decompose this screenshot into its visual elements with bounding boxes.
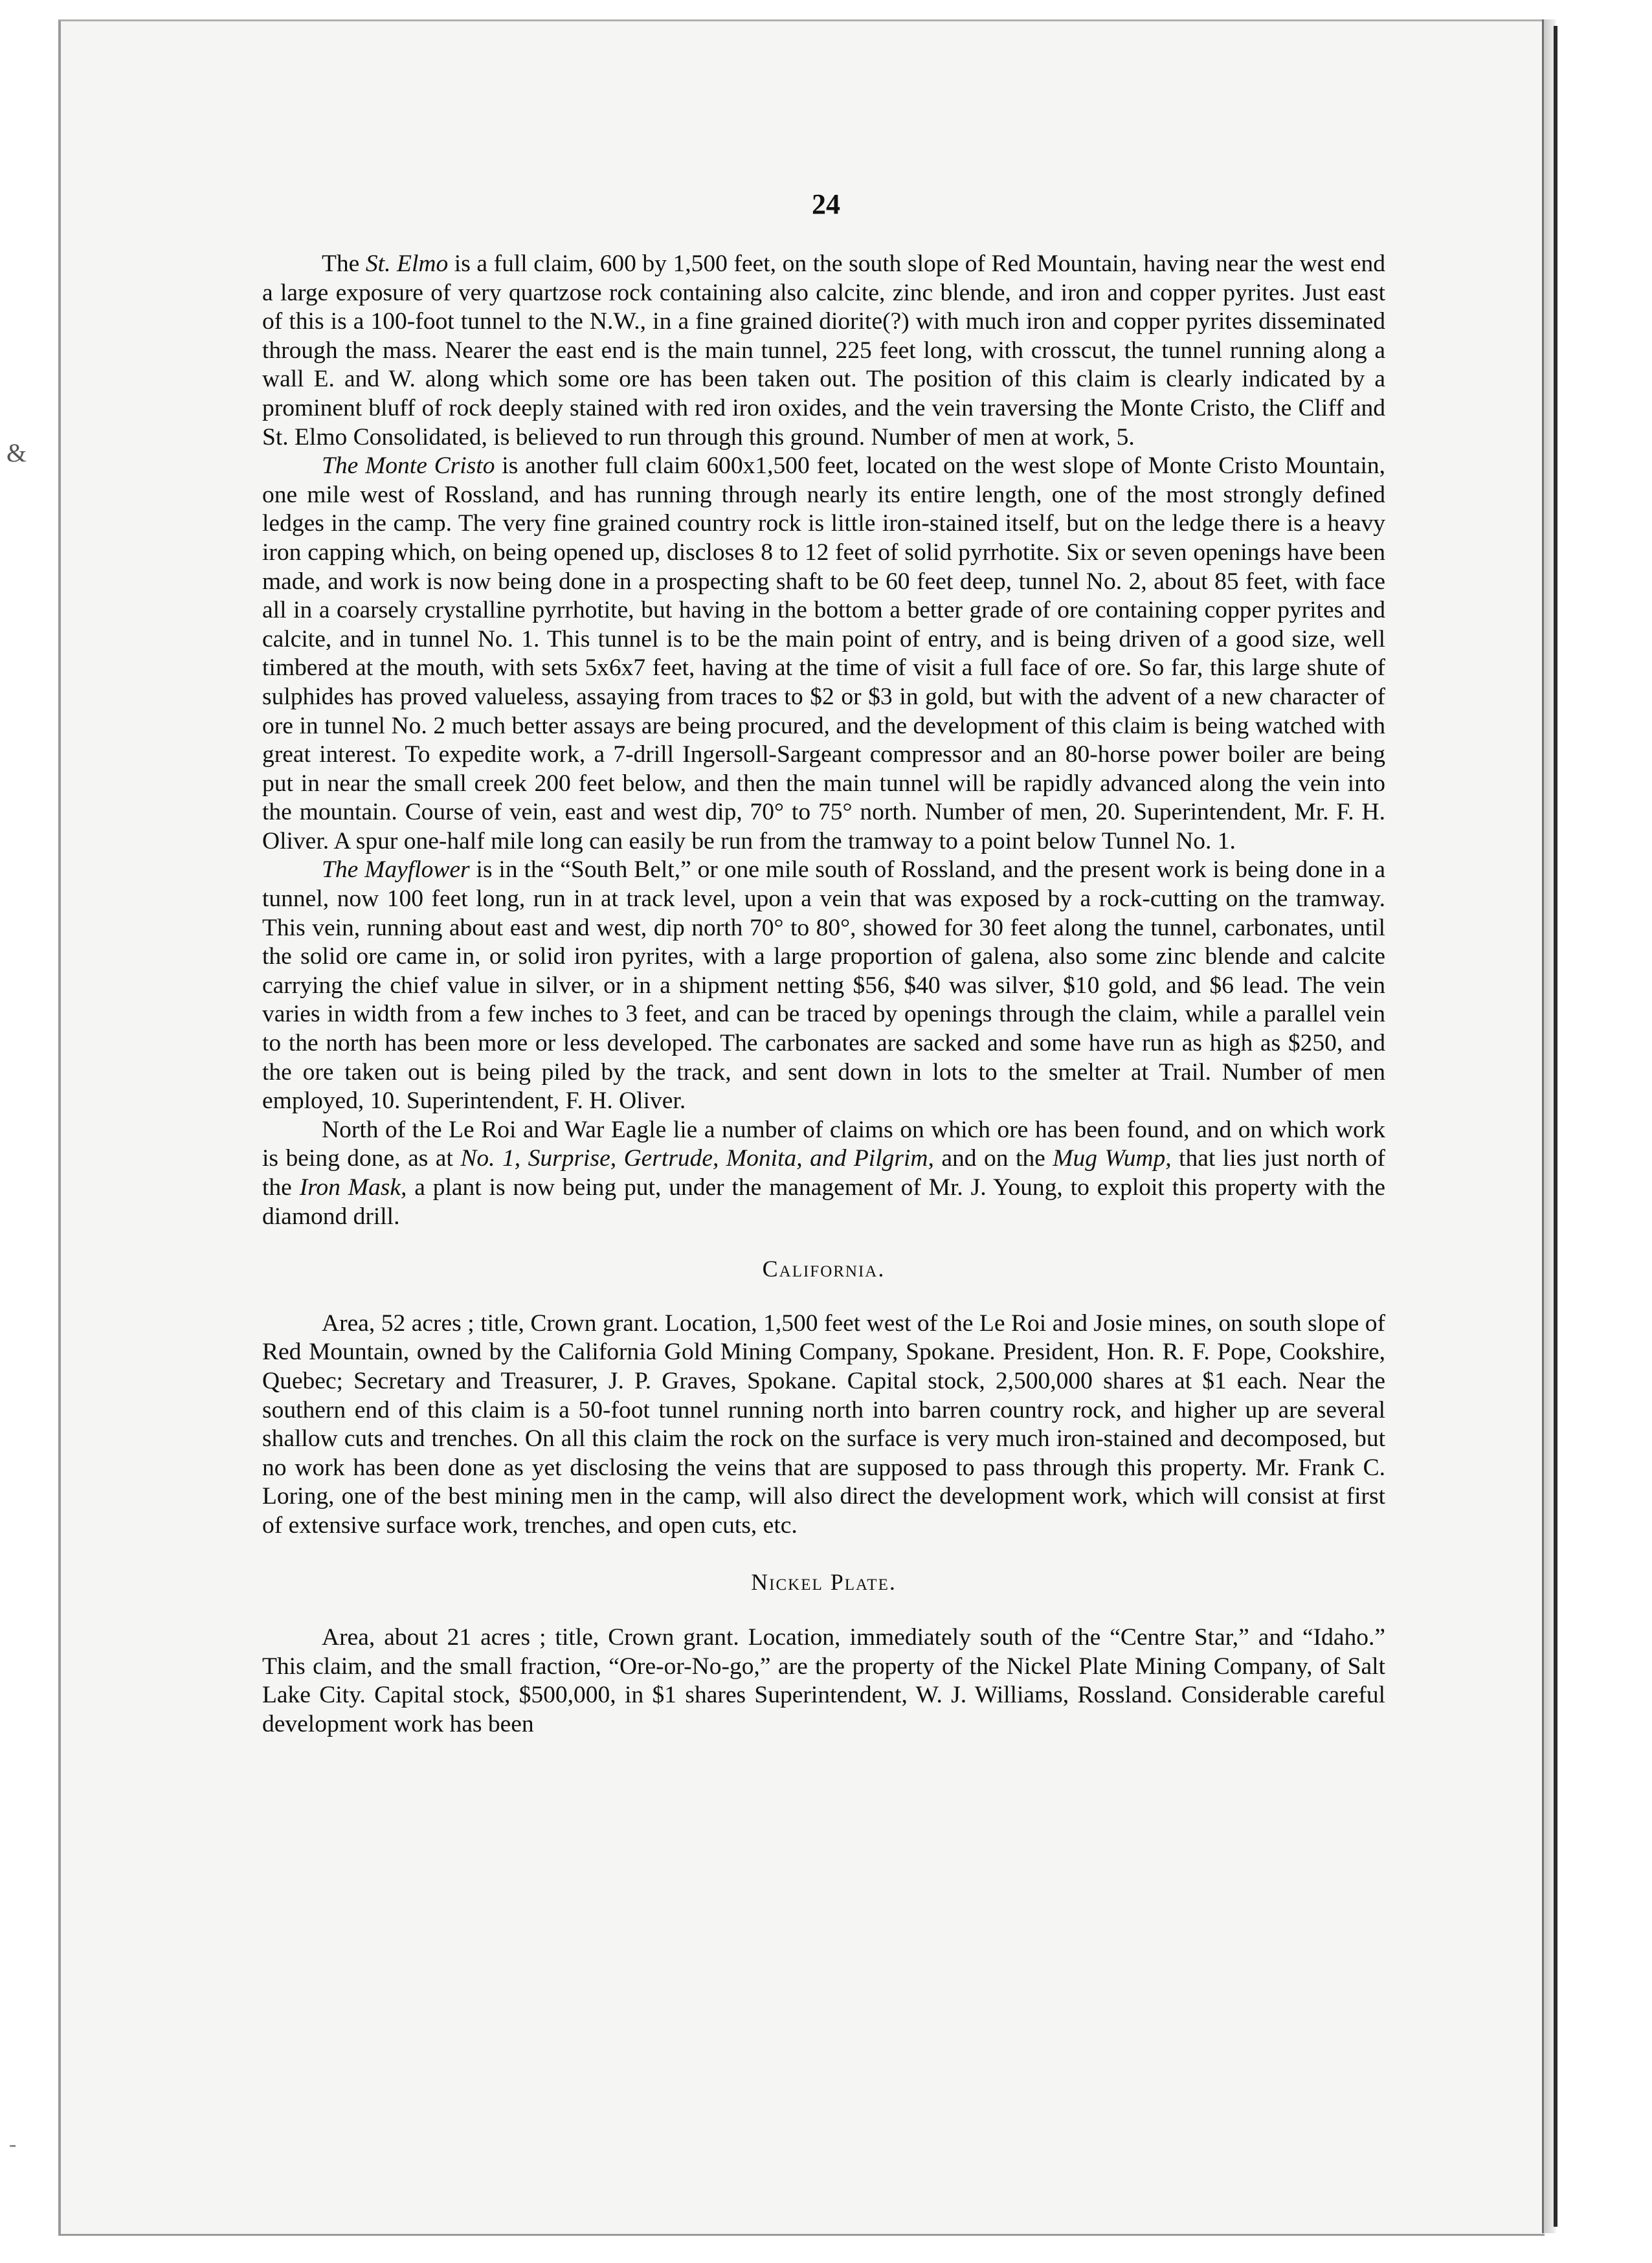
paragraph-monte-cristo [262, 452, 1385, 856]
paragraph-north-claims [262, 1116, 1385, 1231]
document-body [262, 250, 1385, 1739]
text-run: is a full claim, 600 by 1,500 feet, on the south slope of Red Mountain, having near the west end a large exposure of very quartzose rock containing also calcite, zinc blende, and iron and copper pyrites. Just east of this is a 100-foot tunnel to the N.W., in a fine grained diorite(?) with much iron and copper pyrites disseminated through the mass. Nearer the east end is the main tunnel, 225 feet long, with crosscut, the tunnel running along a wall E. and W. along which some ore has been taken out. The position of this claim is clearly indicated by a prominent bluff of rock deeply stained with red iron oxides, and the vein traversing the Monte Cristo, the Cliff and St. Elmo Consolidated, is believed to run through this ground. Number of men at work, 5. [262, 251, 1385, 451]
text-run: that lies just north of the [262, 1145, 1385, 1201]
page-number: 24 [812, 188, 840, 220]
text-run: is another full claim 600x1,500 feet, located on the west slope of Monte Cristo Mountain, one mile west of Rossland, and has running through nearly its entire length, one of the most strongly defined ledges in the camp. The very fine grained country rock is little iron-stained itself, but on the ledge there is a heavy iron capping which, on being opened up, discloses 8 to 12 feet of solid pyrrhotite. Six or seven openings have been made, and work is now being done in a prospecting shaft to be 60 feet deep, tunnel No. 2, about 85 feet, with face all in a coarsely crystalline pyrrhotite, but having in the bottom a better grade of ore containing copper pyrites and calcite, and in tunnel No. 1. This tunnel is to be the main point of entry, and is being driven of a good size, well timbered at the mouth, with sets 5x6x7 feet, having at the time of visit a full face of ore. So far, this large shute of sulphides has proved valueless, assaying from traces to $2 or $3 in gold, but with the advent of a new character of ore in tunnel No. 2 much better assays are being procured, and the development of this claim is being watched with great interest. To expedite work, a 7-drill Ingersoll-Sargeant compressor and an 80-horse power boiler are being put in near the small creek 200 feet below, and then the main tunnel will be rapidly advanced along the vein into the mountain. Course of vein, east and west dip, 70° to 75° north. Number of men, 20. Superintendent, Mr. F. H. Oliver. A spur one-half mile long can easily be run from the tramway to a point below Tunnel No. 1. [262, 452, 1386, 854]
claim-names: No. 1, Surprise, Gertrude, Monita, and Pilgrim, [460, 1145, 934, 1172]
paragraph-california: Area, 52 acres ; title, Crown grant. Location, 1,500 feet west of the Le Roi and Josie mines, on south slope of Red Mountain, owned by the California Gold Mining Company, Spokane. President, Hon. R. F. Pope, Cookshire, Quebec; Secretary and Treasurer, J. P. Graves, Spokane. Capital stock, 2,500,000 shares at $1 each. Near the southern end of this claim is a 50-foot tunnel running north into barren country rock, and higher up are several shallow cuts and trenches. On all this claim the rock on the surface is very much iron-stained and decomposed, but no work has been done as yet disclosing the veins that are supposed to pass through this property. Mr. Frank C. Loring, one of the best mining men in the camp, will also direct the development work, which will consist at first of extensive surface work, trenches, and open cuts, etc. [262, 1310, 1385, 1539]
section-heading-nickel-plate: Nickel Plate. [751, 1568, 897, 1595]
bottom-glyph: - [9, 2132, 17, 2156]
text-run: The [322, 251, 366, 277]
paragraph-mayflower [262, 856, 1385, 1115]
paragraph-nickel-plate: Area, about 21 acres ; title, Crown grant. Location, immediately south of the “Centre Star,” and “Idaho.” This claim, and the small fraction, “Ore-or-No-go,” are the property of the Nickel Plate Mining Company, of Salt Lake City. Capital stock, $500,000, in $1 shares Superintendent, W. J. Williams, Rossland. Considerable careful development work has been [262, 1624, 1385, 1737]
binding-shadow [1554, 26, 1557, 2227]
claim-name: The Mayflower [322, 856, 470, 884]
margin-glyph: & [6, 438, 27, 467]
claim-name: Mug Wump, [1053, 1145, 1172, 1172]
section-heading-california: California. [762, 1256, 886, 1282]
text-run: North of the Le Roi and War Eagle lie a number of claims on which ore has been found, and on which work is being done, as at [262, 1116, 1385, 1172]
paragraph-st-elmo [262, 250, 1385, 452]
text-run: a plant is now being put, under the management of Mr. J. Young, to exploit this property with the diamond drill. [262, 1174, 1385, 1230]
claim-name: The Monte Cristo [322, 452, 495, 480]
text-run: is in the “South Belt,” or one mile south of Rossland, and the present work is being done in a tunnel, now 100 feet long, run in at track level, upon a vein that was exposed by a rock-cutting on the tramway. This vein, running about east and west, dip north 70° to 80°, showed for 30 feet along the tunnel, carbonates, until the solid ore came in, or solid iron pyrites, with a large proportion of galena, also some zinc blende and calcite carrying the chief value in silver, or in a shipment netting $56, $40 was silver, $10 gold, and $6 lead. The vein varies in width from a few inches to 3 feet, and can be traced by openings through the claim, while a parallel vein to the north has been more or less developed. The carbonates are sacked and some have run as high as $250, and the ore taken out is being piled by the track, and sent down in lots to the smelter at Trail. Number of men employed, 10. Superintendent, F. H. Oliver. [262, 856, 1385, 1115]
claim-name: St. Elmo [365, 251, 449, 277]
claim-name: Iron Mask, [299, 1174, 407, 1201]
text-run: and on the [933, 1145, 1053, 1172]
